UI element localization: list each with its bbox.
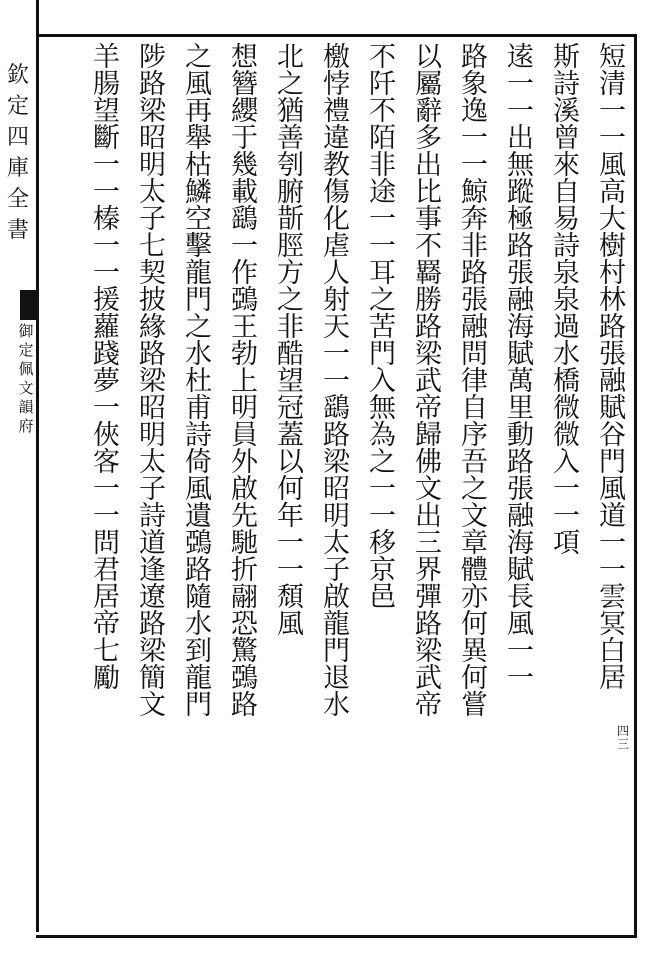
text-column: 陟路梁昭明太子七契披緣路梁昭明太子詩道逢遼路梁簡文 bbox=[134, 42, 165, 717]
text-column: 想簪纓于幾載鷂一作鵶王勃上明員外啟先馳折翮恐驚鵶路 bbox=[226, 42, 257, 717]
text-column: 之風再舉枯鱗空擊龍門之水杜甫詩倚風遺鵶路隨水到龍門 bbox=[180, 42, 211, 717]
page-gutter bbox=[0, 0, 39, 932]
text-column: 路象逸一一鯨奔非路張融問律自序吾之文章體亦何異何嘗 bbox=[456, 42, 487, 717]
text-column: 短清一一風高大樹村林路張融賦谷門風道一一雲冥白居 bbox=[594, 42, 625, 690]
text-column: 逺一一出無蹤極路張融海賦萬里動路張融海賦長風一一 bbox=[502, 42, 533, 690]
text-column: 檄悖禮違教傷化虐人射天一一鷂路梁昭明太子啟龍門退水 bbox=[318, 42, 349, 717]
text-column: 斯詩溪曾來自易詩泉泉過水橋微微入一一項 bbox=[548, 42, 579, 555]
text-column: 不阡不陌非途一一耳之苦門入無為之一一移京邑 bbox=[364, 42, 395, 609]
page-number: 四三 bbox=[616, 724, 629, 751]
text-column: 北之猶善刳腑斮脛方之非酷望冠蓋以何年一一頹風 bbox=[272, 42, 303, 636]
collection-title: 欽定四庫全書 bbox=[6, 63, 29, 243]
book-title: 御定佩文韻府 bbox=[18, 322, 34, 435]
fishtail-mark bbox=[20, 290, 36, 320]
text-column: 羊腸望斷一一榛一一援蘿踐夢一俠客一一問君居帝七勵 bbox=[88, 42, 119, 690]
text-column: 以屬辭多出比事不羇勝路梁武帝歸佛文出三界彈路梁武帝 bbox=[410, 42, 441, 717]
